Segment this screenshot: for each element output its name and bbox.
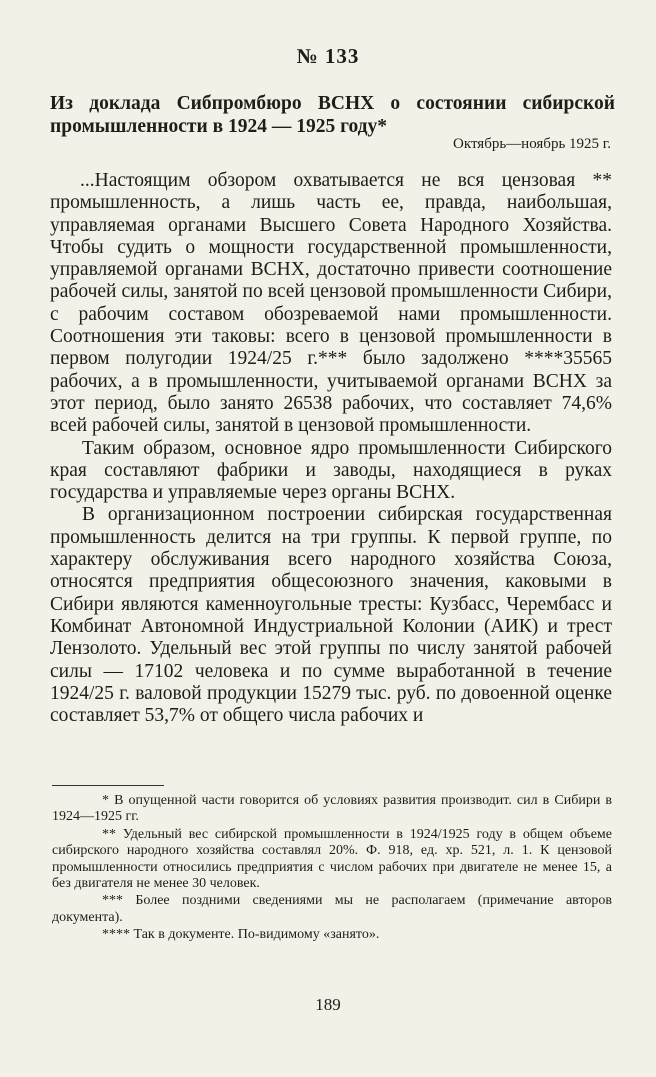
footnotes [52,793,612,945]
footnote-divider [52,785,164,786]
paragraph: Таким образом, основное ядро промышленности Сибирского края составляют фабрики и заводы, находящиеся в руках государства и управляемые через органы ВСНХ. [50,437,612,504]
footnote: ** Удельный вес сибирской промышленности в 1924/1925 году в общем объеме сибирского народного хозяйства составлял 20%. Ф. 918, ед. хр. 521, л. 1. К цензовой промышленности относились предприятия с числом рабочих при двигателе не менее 15, а без двигателя не менее 30 человек. [52,826,612,892]
document-title: Из доклада Сибпромбюро ВСНХ о состоянии сибирской промышленности в 1924 — 1925 году* [50,93,615,137]
paragraph: ...Настоящим обзором охватывается не вся цензовая ** промышленность, а лишь часть ее, правда, наибольшая, управляемая органами Высшего Совета Народного Хозяйства. Чтобы судить о мощности государственной промышленности, управляемой органами ВСНХ, достаточно привести соотношение рабочей силы, занятой по всей цензовой промышленности Сибири, с рабочим составом обозреваемой нами промышленности. Соотношения эти таковы: всего в цензовой промышленности в первом полугодии 1924/25 г.*** было задолжено ****35565 рабочих, а в промышленности, учитываемой органами ВСНХ за этот период, было занято 26538 рабочих, что составляет 74,6% всей рабочей силы, занятой в цензовой промышленности. [50,170,612,437]
page-number: 189 [315,995,341,1014]
paragraph: В организационном построении сибирская государственная промышленность делится на три группы. К первой группе, по характеру обслуживания всего народного хозяйства Союза, относятся предприятия общесоюзного значения, каковыми в Сибири являются каменноугольные тресты: Кузбасс, Черембасс и Комбинат Автономной Индустриальной Колонии (АИК) и трест Лензолото. Удельный вес этой группы по числу занятой рабочей силы — 17102 человека и по сумме выработанной в течение 1924/25 г. валовой продукции 15279 тыс. руб. по довоенной оценке составляет 53,7% от общего числа рабочих и [50,504,612,727]
footnote: * В опущенной части говорится об условиях развития производит. сил в Сибири в 1924—1925 гг. [52,793,612,825]
document-body [50,170,612,727]
footnote: *** Более поздними сведениями мы не располагаем (примечание авторов документа). [52,893,612,925]
document-number: № 133 [296,44,360,68]
document-date: Октябрь—ноябрь 1925 г. [453,136,611,152]
footnote: **** Так в документе. По-видимому «занято». [102,927,380,943]
